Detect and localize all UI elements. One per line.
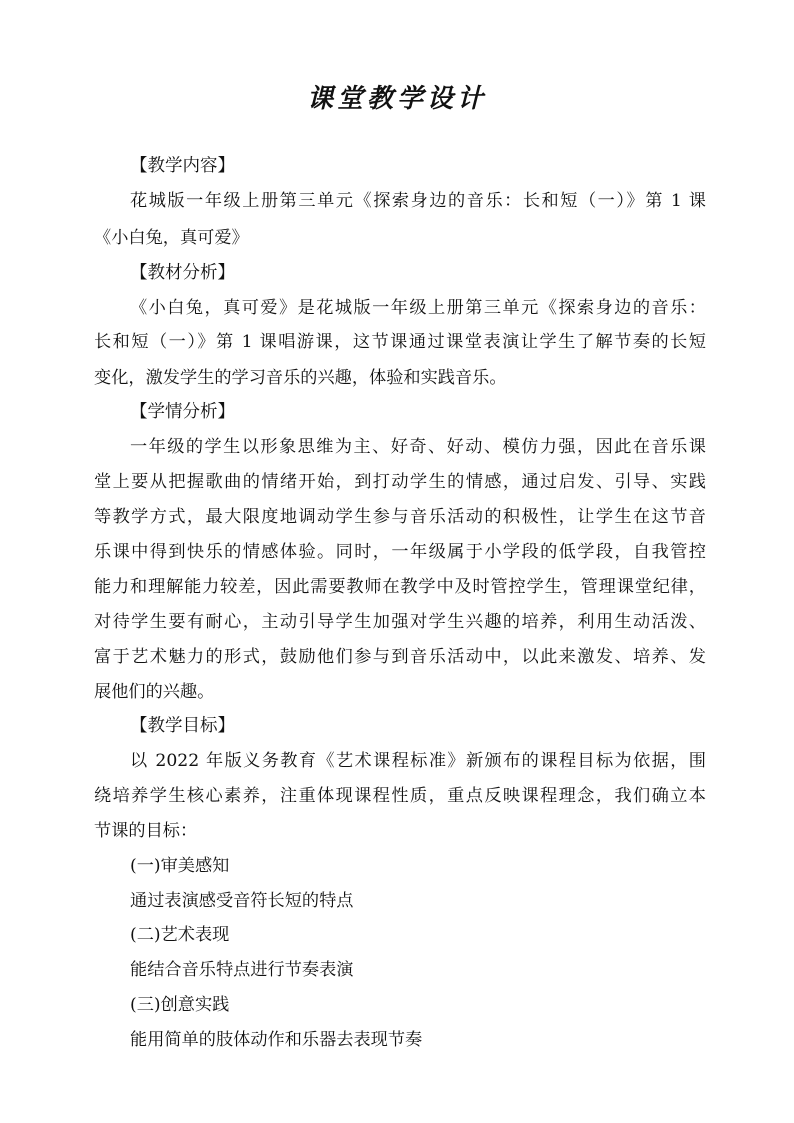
paragraph-line: 展他们的兴趣。 — [94, 682, 215, 702]
goal-item-label: (三)创意实践 — [130, 995, 230, 1015]
paragraph-line: 等教学方式，最大限度地调动学生参与音乐活动的积极性，让学生在这节音 — [94, 507, 706, 527]
paragraph-line: 能力和理解能力较差，因此需要教师在教学中及时管控学生，管理课堂纪律， — [94, 577, 706, 597]
goal-item-text: 能用简单的肢体动作和乐器去表现节奏 — [130, 1030, 423, 1050]
section-heading-goals: 【教学目标】 — [130, 716, 235, 736]
paragraph-line: 以 2022 年版义务教育《艺术课程标准》新颁布的课程目标为依据，围 — [130, 751, 706, 771]
paragraph-line: 绕培养学生核心素养，注重体现课程性质，重点反映课程理念，我们确立本 — [94, 786, 706, 806]
goal-item-label: (一)审美感知 — [130, 856, 230, 876]
paragraph-line: 富于艺术魅力的形式，鼓励他们参与到音乐活动中，以此来激发、培养、发 — [94, 647, 706, 667]
section-heading-content: 【教学内容】 — [130, 156, 235, 176]
paragraph-line: 长和短（一）》第 1 课唱游课，这节课通过课堂表演让学生了解节奏的长短 — [94, 332, 706, 352]
paragraph-line: 《小白兔，真可爱》 — [94, 228, 249, 248]
paragraph-line: 一年级的学生以形象思维为主、好奇、好动、模仿力强，因此在音乐课 — [130, 437, 706, 457]
section-heading-students: 【学情分析】 — [130, 402, 235, 422]
goal-item-text: 通过表演感受音符长短的特点 — [130, 891, 354, 911]
goal-item-label: (二)艺术表现 — [130, 925, 230, 945]
paragraph-line: 《小白兔，真可爱》是花城版一年级上册第三单元《探索身边的音乐： — [130, 298, 706, 318]
page-title: 课堂教学设计 — [306, 84, 487, 114]
section-heading-material: 【教材分析】 — [130, 263, 235, 283]
paragraph-line: 乐课中得到快乐的情感体验。同时，一年级属于小学段的低学段，自我管控 — [94, 542, 706, 562]
paragraph-line: 节课的目标： — [94, 821, 198, 841]
paragraph-line: 变化，激发学生的学习音乐的兴趣，体验和实践音乐。 — [94, 368, 507, 388]
goal-item-text: 能结合音乐特点进行节奏表演 — [130, 960, 354, 980]
paragraph-line: 堂上要从把握歌曲的情绪开始，到打动学生的情感，通过启发、引导、实践 — [94, 472, 706, 492]
paragraph-line: 花城版一年级上册第三单元《探索身边的音乐：长和短（一）》第 1 课 — [130, 191, 706, 211]
paragraph-line: 对待学生要有耐心，主动引导学生加强对学生兴趣的培养，利用生动活泼、 — [94, 612, 706, 632]
